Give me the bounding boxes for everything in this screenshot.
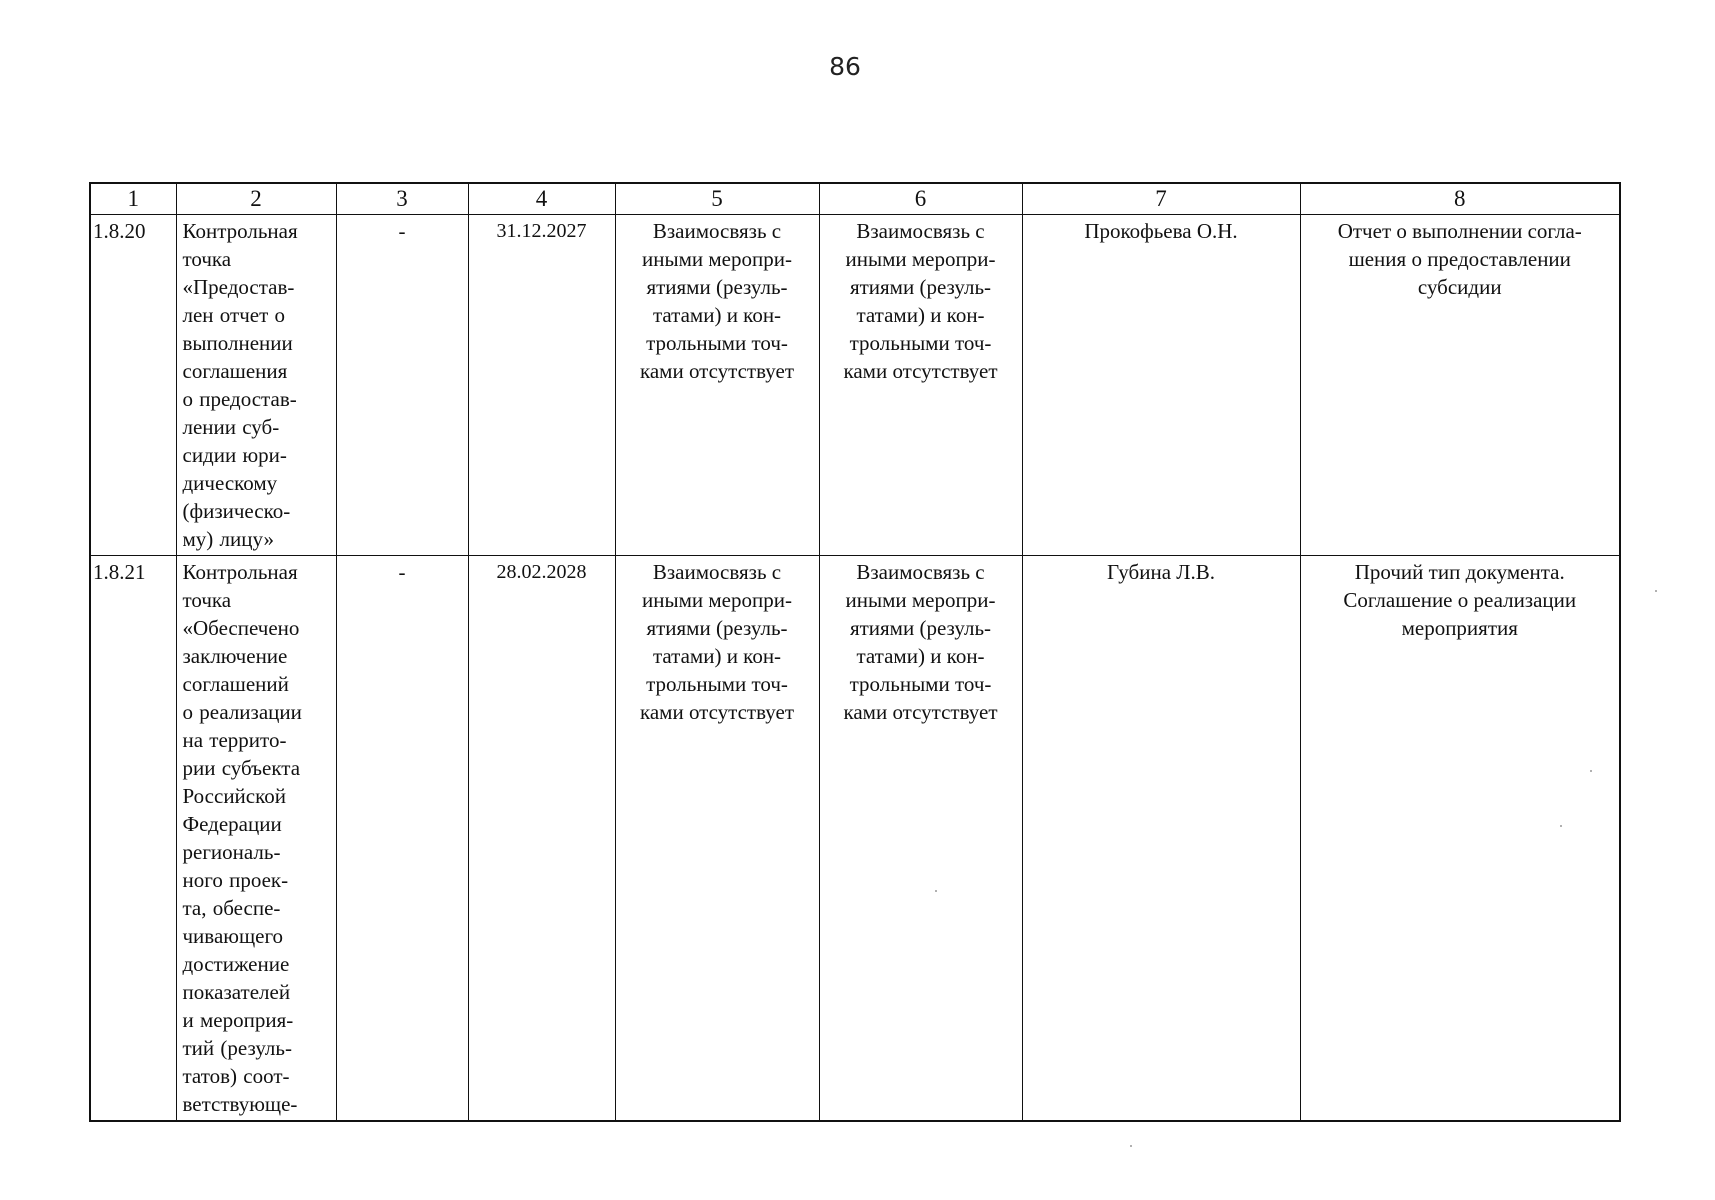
col3-value: - — [336, 215, 468, 556]
responsible-person: Прокофьева О.Н. — [1022, 215, 1300, 556]
header-col-8: 8 — [1300, 183, 1620, 215]
col3-value: - — [336, 556, 468, 1122]
control-point-name: Контрольная точка «Предостав- лен отчет о выполнении соглашения о предостав- лении суб- сидии юри- дическому (физическо- му) лицу» — [176, 215, 336, 556]
relation-col6: Взаимосвязь с иными меропри- ятиями (резуль- татами) и кон- трольными точ- ками отсутствует — [819, 556, 1022, 1122]
scan-speck — [1130, 1145, 1132, 1147]
header-col-2: 2 — [176, 183, 336, 215]
header-col-7: 7 — [1022, 183, 1300, 215]
row-number: 1.8.20 — [90, 215, 176, 556]
header-col-6: 6 — [819, 183, 1022, 215]
scan-speck — [1560, 825, 1562, 827]
relation-col5: Взаимосвязь с иными меропри- ятиями (резуль- татами) и кон- трольными точ- ками отсутствует — [615, 556, 819, 1122]
header-col-4: 4 — [468, 183, 615, 215]
header-row — [90, 183, 1620, 215]
header-col-1: 1 — [90, 183, 176, 215]
responsible-person: Губина Л.В. — [1022, 556, 1300, 1122]
scan-speck — [1590, 770, 1592, 772]
table-row — [90, 556, 1620, 1122]
row-number: 1.8.21 — [90, 556, 176, 1122]
header-col-5: 5 — [615, 183, 819, 215]
scan-speck — [935, 890, 937, 892]
deadline-date: 28.02.2028 — [468, 556, 615, 1122]
table-row — [90, 215, 1620, 556]
document-type: Отчет о выполнении согла- шения о предоставлении субсидии — [1300, 215, 1620, 556]
control-points-table — [89, 182, 1621, 1122]
header-col-3: 3 — [336, 183, 468, 215]
scan-speck — [1655, 590, 1657, 592]
control-point-name: Контрольная точка «Обеспечено заключение соглашений о реализации на террито- рии субъекта Российской Федерации региональ- ного проек- та, обеспе- чивающего достижение показателей и мероприя- тий (резуль- татов) соот- ветствующе- — [176, 556, 336, 1122]
relation-col6: Взаимосвязь с иными меропри- ятиями (резуль- татами) и кон- трольными точ- ками отсутствует — [819, 215, 1022, 556]
page-number: 86 — [829, 52, 861, 81]
deadline-date: 31.12.2027 — [468, 215, 615, 556]
relation-col5: Взаимосвязь с иными меропри- ятиями (резуль- татами) и кон- трольными точ- ками отсутствует — [615, 215, 819, 556]
document-type: Прочий тип документа. Соглашение о реализации мероприятия — [1300, 556, 1620, 1122]
